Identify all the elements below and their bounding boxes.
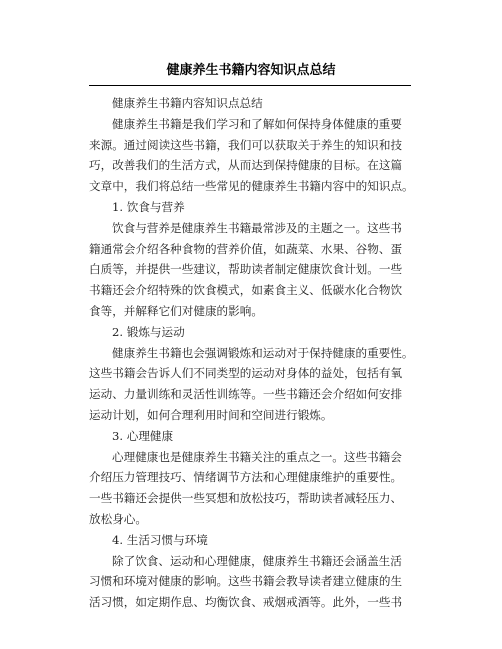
- paragraph-line: 饮食与营养是健康养生书籍最常涉及的主题之一。这些书: [112, 220, 402, 235]
- paragraph-line: 除了饮食、运动和心理健康，健康养生书籍还会涵盖生活: [112, 553, 402, 568]
- paragraph-line: 健康养生书籍也会强调锻炼和运动对于保持健康的重要性。: [112, 345, 414, 360]
- paragraph-line: 活习惯，如定期作息、均衡饮食、戒烟戒酒等。此外，一些书: [89, 595, 403, 610]
- paragraph-line: 运动、力量训练和灵活性训练等。一些书籍还会介绍如何安排: [89, 387, 403, 402]
- section-heading-3: 3. 心理健康: [112, 428, 174, 443]
- paragraph-line: 介绍压力管理技巧、情绪调节方法和心理健康维护的重要性。: [89, 470, 403, 485]
- paragraph-line: 运动计划，如何合理利用时间和空间进行锻炼。: [89, 407, 333, 422]
- paragraph-line: 这些书籍会告诉人们不同类型的运动对身体的益处，包括有氧: [89, 366, 403, 381]
- paragraph-line: 文章中，我们将总结一些常见的健康养生书籍内容中的知识点。: [89, 179, 414, 194]
- document-title: 健康养生书籍内容知识点总结: [166, 63, 336, 78]
- paragraph-line: 食等，并解释它们对健康的影响。: [89, 303, 263, 318]
- paragraph-line: 白质等，并提供一些建议，帮助读者制定健康饮食计划。一些: [89, 262, 403, 277]
- paragraph-line: 心理健康也是健康养生书籍关注的重点之一。这些书籍会: [112, 449, 402, 464]
- paragraph-line: 放松身心。: [89, 511, 147, 526]
- title-underline: [89, 85, 411, 86]
- paragraph-line: 书籍还会介绍特殊的饮食模式，如素食主义、低碳水化合物饮: [89, 283, 403, 298]
- section-heading-2: 2. 锻炼与运动: [112, 324, 185, 339]
- paragraph-line: 巧，改善我们的生活方式，从而达到保持健康的目标。在这篇: [89, 158, 403, 173]
- paragraph-line: 健康养生书籍是我们学习和了解如何保持身体健康的重要: [112, 116, 402, 131]
- section-heading-4: 4. 生活习惯与环境: [112, 532, 208, 547]
- subtitle-line: 健康养生书籍内容知识点总结: [112, 96, 263, 110]
- paragraph-line: 来源。通过阅读这些书籍，我们可以获取关于养生的知识和技: [89, 137, 403, 152]
- section-heading-1: 1. 饮食与营养: [112, 199, 185, 214]
- paragraph-line: 一些书籍还会提供一些冥想和放松技巧，帮助读者减轻压力、: [89, 491, 403, 506]
- paragraph-line: 籍通常会介绍各种食物的营养价值，如蔬菜、水果、谷物、蛋: [89, 241, 403, 256]
- paragraph-line: 习惯和环境对健康的影响。这些书籍会教导读者建立健康的生: [89, 574, 403, 589]
- document-body: [89, 93, 414, 613]
